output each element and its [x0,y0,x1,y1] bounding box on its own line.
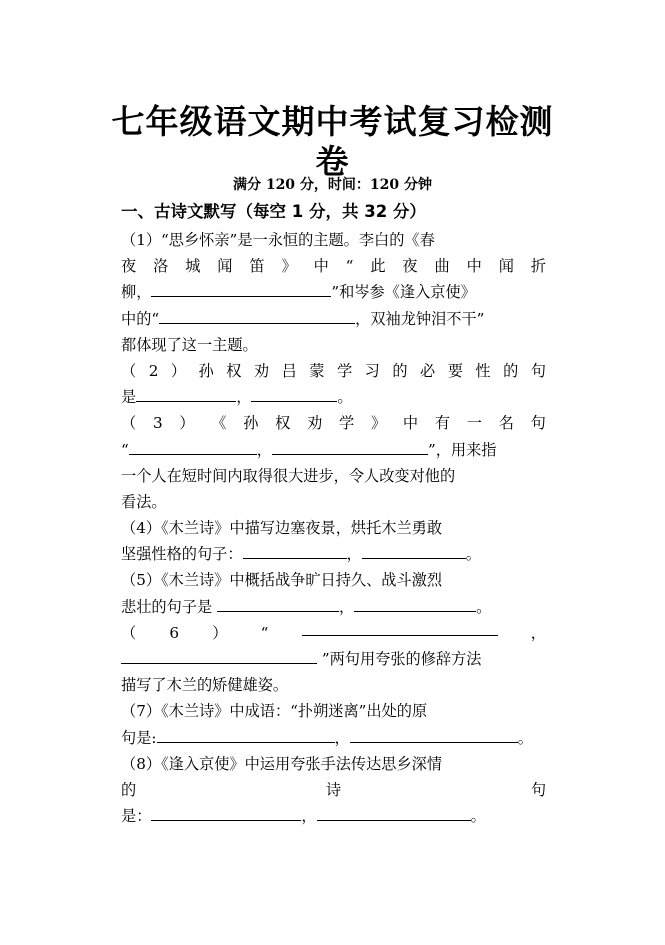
char: 权 [275,414,291,433]
answer-blank[interactable] [217,596,339,612]
text: ， [256,440,272,459]
text: 6 [169,623,180,642]
text: ， [301,807,317,826]
char: 句 [530,780,546,799]
text: 。 [337,388,353,407]
q2-line-2 [121,384,546,410]
answer-blank[interactable] [121,648,317,664]
text: “ [121,440,129,459]
q3-line-4: 看法。 [121,492,167,511]
answer-blank[interactable] [136,386,236,402]
text: 柳， [121,283,152,302]
text: 。 [517,728,533,747]
char: 学 [336,361,353,380]
text: ） [212,623,228,642]
text: 坚强性格的句子： [121,545,243,564]
char: ） [179,414,195,433]
q6-line-3: 描写了木兰的矫健雄姿。 [121,676,289,695]
char: 》 [281,257,297,276]
char: 句 [530,361,546,380]
text: ， [530,623,546,642]
char: 孙 [243,414,259,433]
answer-blank[interactable] [302,620,498,636]
q3-line-2 [121,437,546,463]
text: 句是: [121,728,157,747]
char: 要 [447,361,463,380]
answer-blank[interactable] [354,596,476,612]
q4-line-1: （4）《木兰诗》中描写边塞夜景，烘托木兰勇敢 [121,519,443,538]
q7-line-2 [121,725,546,751]
q2-line-1 [121,358,546,384]
text: ”，用来指 [427,440,497,459]
char: 的 [503,361,519,380]
answer-blank[interactable] [243,543,347,559]
char: 《 [211,414,227,433]
q3-line-3: 一个人在短时间内取得很大进步，令人改变对他的 [121,466,456,485]
text: “ [260,623,269,642]
subtitle: 满分 120 分，时间：120 分钟 [232,177,433,193]
answer-blank[interactable] [157,727,335,743]
q4-line-2 [121,541,546,567]
q8-line-3 [121,803,546,829]
text: ， [236,388,252,407]
char: 此 [370,257,386,276]
text: 。 [470,807,486,826]
char: 2 [148,361,159,380]
q7-line-1: （7）《木兰诗》中成语：“扑朔迷离”出处的原 [121,702,428,721]
q3-line-1 [121,410,546,436]
char: 中 [313,257,329,276]
char: 折 [530,257,546,276]
text: ， [346,545,362,564]
char: 笛 [249,257,265,276]
char: ） [170,361,187,380]
answer-blank[interactable] [151,805,301,821]
char: 的 [392,361,408,380]
q1-line-4 [121,306,546,332]
char: 中 [466,257,482,276]
answer-blank[interactable] [129,439,257,455]
char: 夜 [402,257,418,276]
answer-blank[interactable] [350,727,518,743]
questions [121,227,546,829]
char: 学 [339,414,355,433]
answer-blank[interactable] [362,543,466,559]
char: 名 [498,414,514,433]
char: 蒙 [309,361,325,380]
text: 。 [476,597,492,616]
answer-blank[interactable] [251,386,337,402]
text: 是： [121,807,152,826]
char: 闻 [498,257,514,276]
text: ”两句用夸张的修辞方法 [317,650,482,668]
char: 性 [475,361,491,380]
title-line-2: 卷 [315,142,350,181]
text: ，双袖龙钟泪不干” [355,309,485,328]
char: 句 [530,414,546,433]
char: 的 [121,780,137,799]
char: 必 [420,361,436,380]
text: ”和岑参《逢入京使》 [331,283,476,302]
text: 悲壮的句子是 [121,597,217,616]
char: 权 [226,361,242,380]
char: 闻 [217,257,233,276]
char: 》 [370,414,387,433]
char: 习 [364,361,380,380]
q5-line-1: （5）《木兰诗》中概括战争旷日持久、战斗激烈 [121,571,443,590]
q5-line-2 [121,594,546,620]
text: 。 [465,545,481,564]
char: 劝 [307,414,323,433]
char: 一 [466,414,482,433]
q1-line-1: （1）“思乡怀亲”是一永恒的主题。李白的《春 [121,231,435,249]
char: 洛 [153,257,169,276]
section-heading: 一、古诗文默写（每空 1 分，共 32 分） [121,202,426,221]
q8-line-2 [121,777,546,803]
char: 有 [434,414,451,433]
char: 孙 [198,361,214,380]
text: ， [338,597,355,616]
answer-blank[interactable] [159,308,355,324]
text: 是 [121,388,137,407]
q6-line-2 [121,646,546,672]
answer-blank[interactable] [151,281,331,297]
text: 中的“ [121,309,160,328]
text: ， [334,728,350,747]
char: （ [121,414,137,433]
q1-line-3 [121,279,546,305]
char: 夜 [121,257,137,276]
char: （ [121,361,137,380]
char: 诗 [325,780,342,799]
q1-line-5: 都体现了这一主题。 [121,335,258,354]
char: 中 [402,414,419,433]
char: 3 [152,414,163,433]
char: 劝 [253,361,270,380]
char: 吕 [281,361,297,380]
answer-blank[interactable] [317,805,471,821]
q1-line-2 [121,253,546,279]
title-line-1: 七年级语文期中考试复习检测 [111,102,554,141]
answer-blank[interactable] [272,439,428,455]
char: “ [345,257,354,276]
char: 曲 [434,257,450,276]
char: 城 [185,257,201,276]
q6-line-1 [121,620,546,646]
text: （ [121,623,137,642]
q8-line-1: （8）《逢入京使》中运用夸张手法传达思乡深情 [121,754,443,773]
